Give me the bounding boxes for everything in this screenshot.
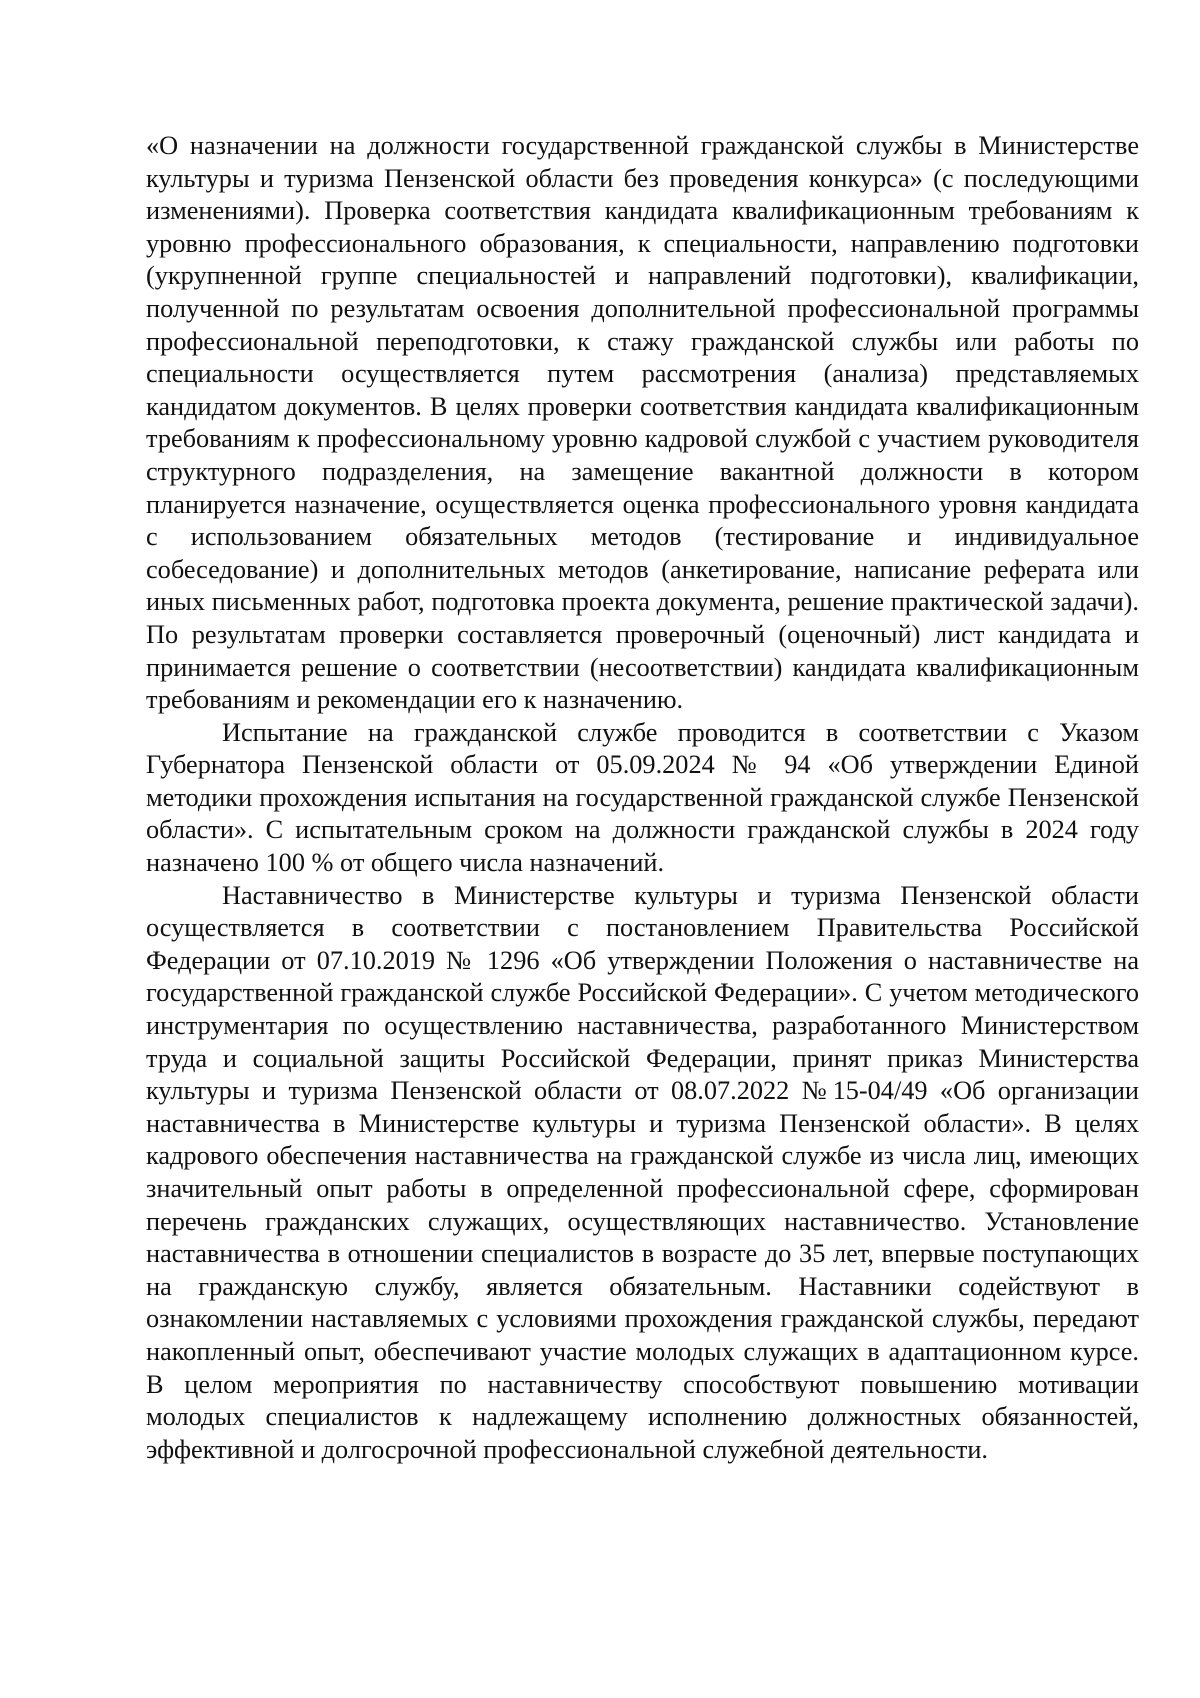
paragraph-mentorship: Наставничество в Министерстве культуры и туризма Пензенской области осуществляется в соответствии с постановлением Правительства Российской Федерации от 07.10.2019 № 1296 «Об утверждении Положения о наставничестве на государственной гражданской службе Российской Федерации». С учетом методического инструментария по осуществлению наставничества, разработанного Министерством труда и социальной защиты Российской Федерации, принят приказ Министерства культуры и туризма Пензенской области от 08.07.2022 №15-04/49 «Об организации наставничества в Министерстве культуры и туризма Пензенской области». В целях кадрового обеспечения наставничества на гражданской службе из числа лиц, имеющих значительный опыт работы в определенной профессиональной сфере, сформирован перечень гражданских служащих, осуществляющих наставничество. Установление наставничества в отношении специалистов в возрасте до 35 лет, впервые поступающих на гражданскую службу, является обязательным. Наставники содействуют в ознакомлении наставляемых с условиями прохождения гражданской службы, передают накопленный опыт, обеспечивают участие молодых служащих в адаптационном курсе. В целом мероприятия по наставничеству способствуют повышению мотивации молодых специалистов к надлежащему исполнению должностных обязанностей, эффективной и долгосрочной профессиональной служебной деятельности. — [146, 880, 1139, 1464]
paragraph-probation: Испытание на гражданской службе проводится в соответствии с Указом Губернатора Пензенской области от 05.09.2024 № 94 «Об утверждении Единой методики прохождения испытания на государственной гражданской службе Пензенской области». С испытательным сроком на должности гражданской службы в 2024 году назначено 100 % от общего числа назначений. — [146, 717, 1139, 878]
document-body — [146, 130, 1139, 1466]
paragraph-appointment-continuation: «О назначении на должности государственной гражданской службы в Министерстве культуры и туризма Пензенской области без проведения конкурса» (с последующими изменениями). Проверка соответствия кандидата квалификационным требованиям к уровню профессионального образования, к специальности, направлению подготовки (укрупненной группе специальностей и направлений подготовки), квалификации, полученной по результатам освоения дополнительной профессиональной программы профессиональной переподготовки, к стажу гражданской службы или работы по специальности осуществляется путем рассмотрения (анализа) представляемых кандидатом документов. В целях проверки соответствия кандидата квалификационным требованиям к профессиональному уровню кадровой службой с участием руководителя структурного подразделения, на замещение вакантной должности в котором планируется назначение, осуществляется оценка профессионального уровня кандидата с использованием обязательных методов (тестирование и индивидуальное собеседование) и дополнительных методов (анкетирование, написание реферата или иных письменных работ, подготовка проекта документа, решение практической задачи). По результатам проверки составляется проверочный (оценочный) лист кандидата и принимается решение о соответствии (несоответствии) кандидата квалификационным требованиям и рекомендации его к назначению. — [146, 131, 1139, 715]
